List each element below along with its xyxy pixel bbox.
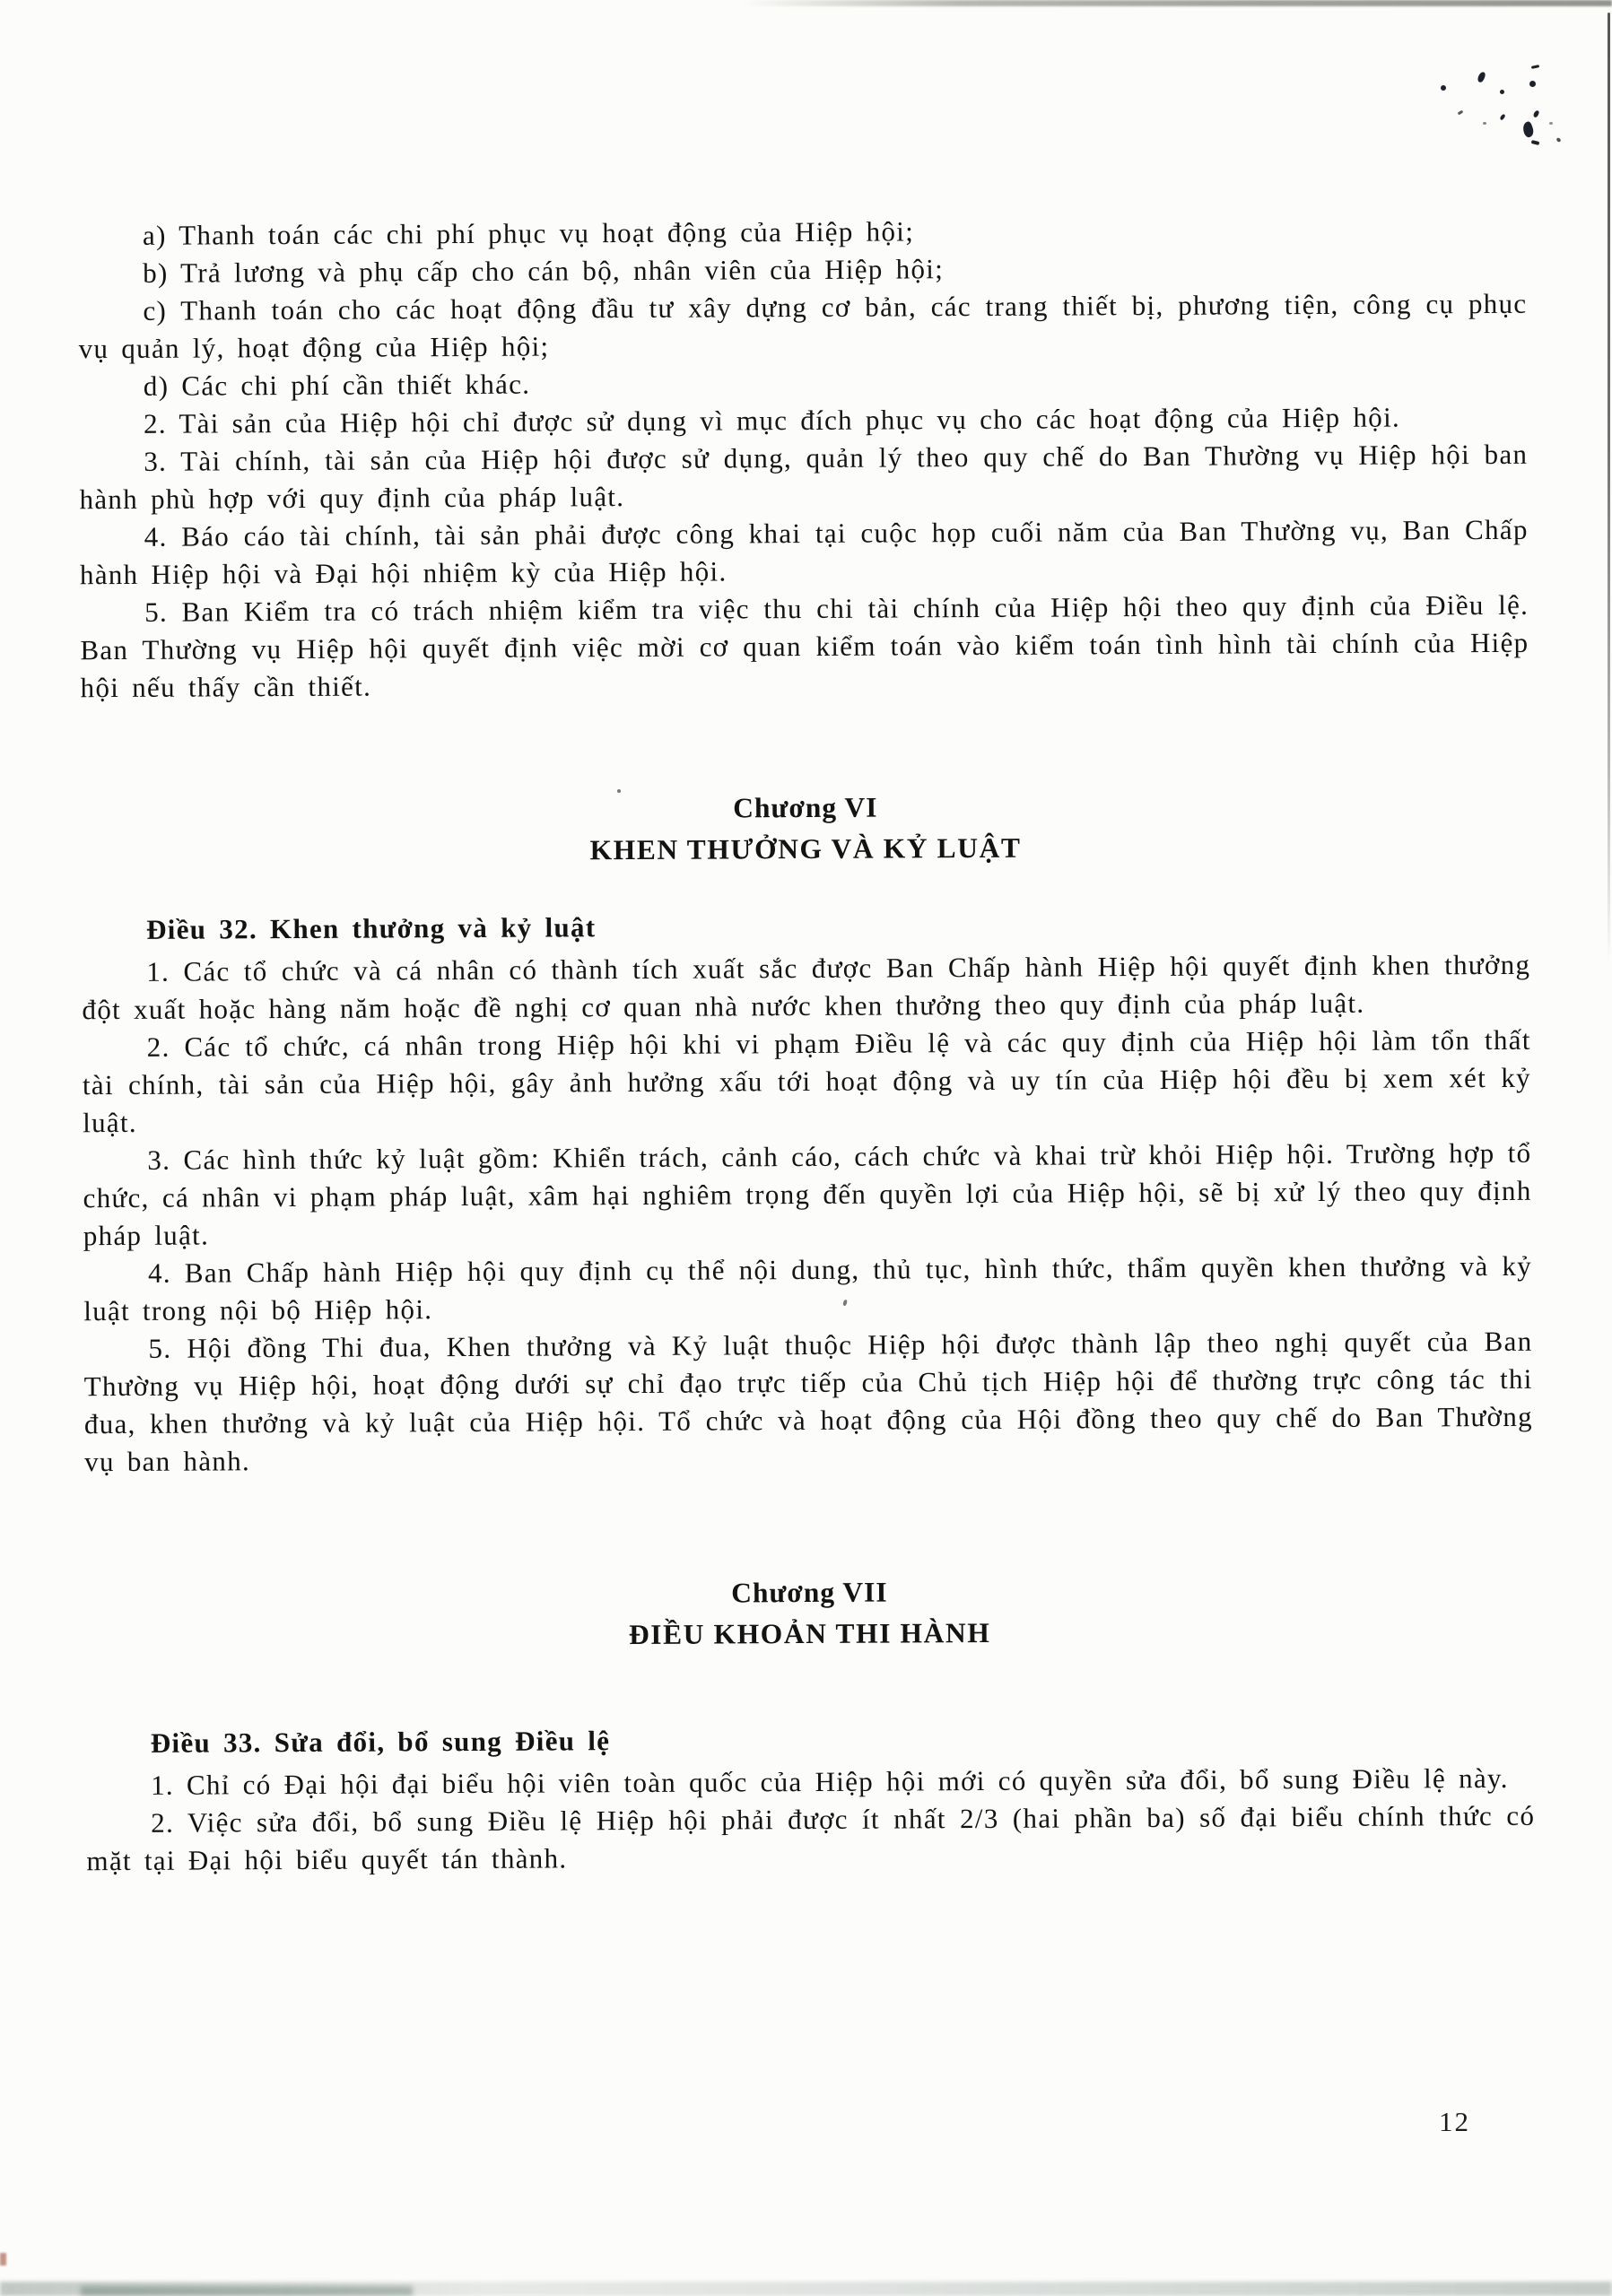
chapter-vi-label: Chương VI: [733, 791, 878, 824]
page-number: 12: [1439, 2106, 1470, 2137]
chapter-vii-heading: [85, 1569, 1534, 1658]
ink-speck: [1549, 122, 1553, 125]
clause-5: 5. Ban Kiểm tra có trách nhiệm kiểm tra việc thu chi tài chính của Hiệp hội theo quy định của Điều lệ. Ban Thường vụ Hiệp hội quyết định việc mời cơ quan kiểm toán vào kiểm toán tình hình tài chính của Hiệp hội nếu thấy cần thiết.: [80, 588, 1529, 704]
ink-speck: [1529, 81, 1536, 87]
chapter-vii-title: ĐIỀU KHOẢN THI HÀNH: [628, 1616, 991, 1651]
article-33-clause-1: 1. Chỉ có Đại hội đại biểu hội viên toàn quốc của Hiệp hội mới có quyền sửa đổi, bổ sung Điều lệ này.: [150, 1761, 1509, 1801]
clause-b: b) Trả lương và phụ cấp cho cán bộ, nhân viên của Hiệp hội;: [143, 253, 945, 289]
clause-c: c) Thanh toán cho các hoạt động đầu tư xây dựng cơ bản, các trang thiết bị, phương tiện, công cụ phục vụ quản lý, hoạt động của Hiệp hội;: [78, 287, 1528, 365]
chapter-vi-heading: [81, 784, 1529, 874]
scan-edge-line: [1608, 13, 1610, 963]
chapter-vi-title: KHEN THƯỞNG VÀ KỶ LUẬT: [589, 831, 1022, 866]
clause-3: 3. Tài chính, tài sản của Hiệp hội được sử dụng, quản lý theo quy chế do Ban Thường vụ Hiệp hội ban hành phù hợp với quy định của pháp luật.: [79, 438, 1529, 516]
clause-a: a) Thanh toán các chi phí phục vụ hoạt động của Hiệp hội;: [142, 215, 915, 251]
ink-speck: [1500, 90, 1504, 94]
clause-2: 2. Tài sản của Hiệp hội chỉ được sử dụng vì mục đích phục vụ cho các hoạt động của Hiệp hội.: [143, 401, 1401, 439]
scan-red-mark: [0, 2253, 6, 2266]
article-32-heading: Điều 32. Khen thưởng và kỷ luật: [145, 911, 597, 945]
ink-speck: [1441, 85, 1446, 91]
article-32-clause-2: 2. Các tổ chức, cá nhân trong Hiệp hội khi vi phạm Điều lệ và các quy định của Hiệp hội làm tổn thất tài chính, tài sản của Hiệp hội, gây ảnh hưởng xấu tới hoạt động và uy tín của Hiệp hội đều bị xem xét kỷ luật.: [82, 1023, 1532, 1139]
clause-4: 4. Báo cáo tài chính, tài sản phải được công khai tại cuộc họp cuối năm của Ban Thường vụ, Ban Chấp hành Hiệp hội và Đại hội nhiệm kỳ của Hiệp hội.: [79, 513, 1529, 591]
article-32-clause-1: 1. Các tổ chức và cá nhân có thành tích xuất sắc được Ban Chấp hành Hiệp hội quyết định khen thưởng đột xuất hoặc hàng năm hoặc đề nghị cơ quan nhà nước khen thưởng theo quy định của pháp luật.: [82, 948, 1531, 1026]
article-33-heading: Điều 33. Sửa đổi, bổ sung Điều lệ: [150, 1725, 611, 1759]
scan-top-smudge: [743, 0, 1612, 6]
ink-speck: [617, 789, 621, 793]
article-32-clause-5: 5. Hội đồng Thi đua, Khen thưởng và Kỷ luật thuộc Hiệp hội được thành lập theo nghị quyết của Ban Thường vụ Hiệp hội, hoạt động dưới sự chỉ đạo trực tiếp của Chủ tịch Hiệp hội để thường trực công tác thi đua, khen thưởng và kỷ luật của Hiệp hội. Tổ chức và hoạt động của Hội đồng theo quy chế do Ban Thường vụ ban hành.: [83, 1325, 1533, 1478]
article-33-clause-2: 2. Việc sửa đổi, bổ sung Điều lệ Hiệp hội phải được ít nhất 2/3 (hai phần ba) số đại biểu chính thức có mặt tại Đại hội biểu quyết tán thành.: [86, 1799, 1536, 1877]
ink-speck: [1483, 122, 1486, 125]
article-32-clause-4: 4. Ban Chấp hành Hiệp hội quy định cụ thể nội dung, thủ tục, hình thức, thẩm quyền khen thưởng và kỷ luật trong nội bộ Hiệp hội.: [83, 1249, 1533, 1327]
clause-d: d) Các chi phí cần thiết khác.: [143, 368, 531, 402]
scan-bottom-smudge: [81, 2286, 413, 2296]
article-32-clause-3: 3. Các hình thức kỷ luật gồm: Khiển trách, cảnh cáo, cách chức và khai trừ khỏi Hiệp hội. Trường hợp tổ chức, cá nhân vi phạm pháp luật, xâm hại nghiêm trọng đến quyền lợi của Hiệp hội, sẽ bị xử lý theo quy định pháp luật.: [83, 1136, 1532, 1252]
chapter-vii-label: Chương VII: [731, 1576, 888, 1609]
